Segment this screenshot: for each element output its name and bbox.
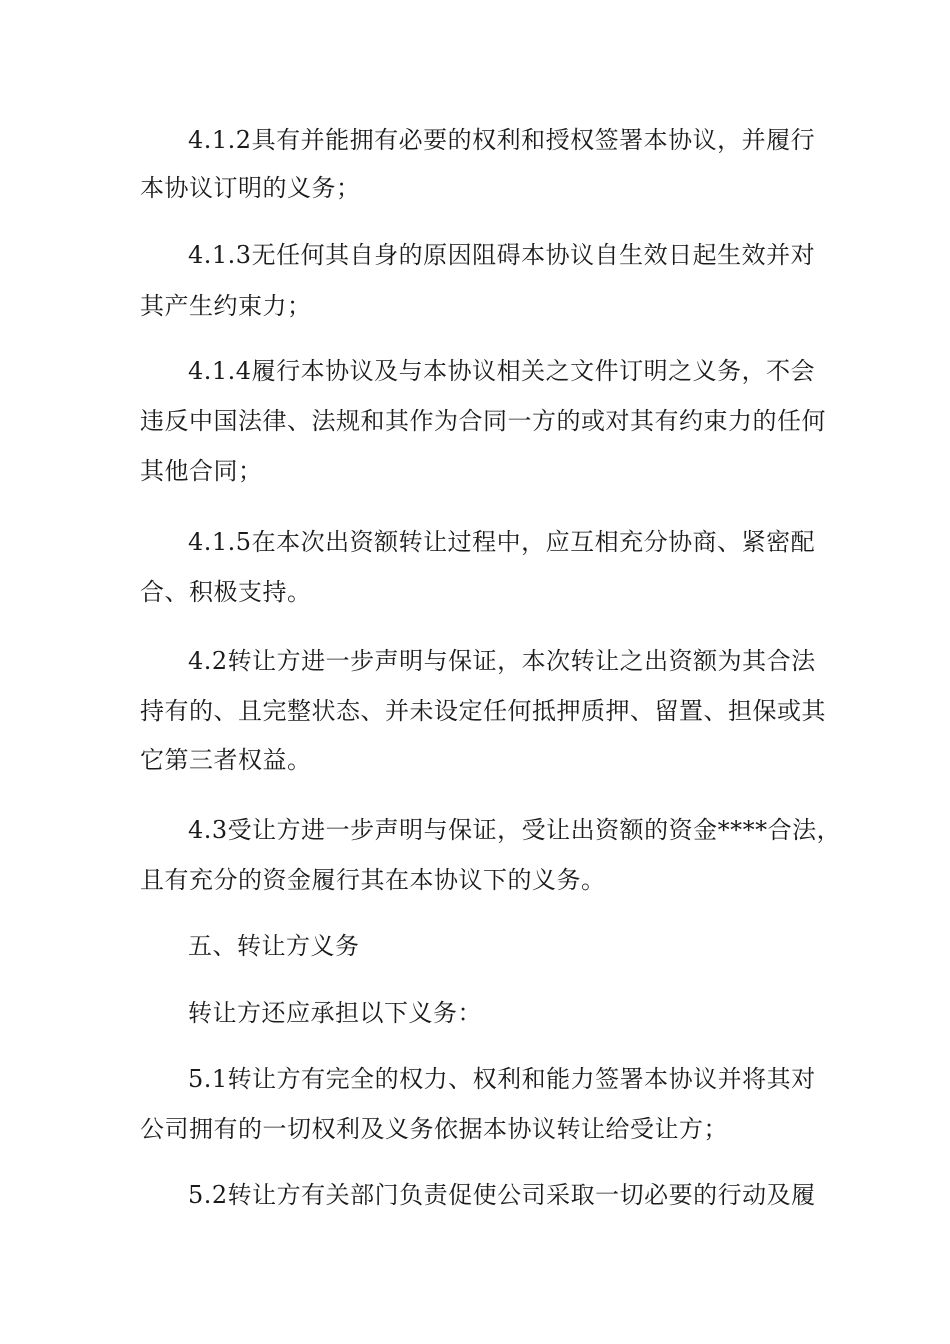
text-line: 公司拥有的一切权利及义务依据本协议转让给受让方； [140, 1115, 728, 1143]
text-line: 合、积极支持。 [140, 578, 312, 606]
text-line: 5.2转让方有关部门负责促使公司采取一切必要的行动及履 [188, 1181, 816, 1209]
text-line: 其他合同； [140, 457, 263, 485]
text-line: 其产生约束力； [140, 292, 312, 320]
text-line: 4.1.3无任何其自身的原因阻碍本协议自生效日起生效并对 [188, 241, 816, 269]
text-line: 5.1转让方有完全的权力、权利和能力签署本协议并将其对 [188, 1065, 816, 1093]
text-line: 4.1.4履行本协议及与本协议相关之文件订明之义务，不会 [188, 357, 816, 385]
section-title: 五、转让方义务 [188, 932, 360, 960]
text-line: 转让方还应承担以下义务： [188, 999, 482, 1027]
text-line: 4.2转让方进一步声明与保证，本次转让之出资额为其合法 [188, 647, 816, 675]
text-line: 4.3受让方进一步声明与保证，受让出资额的资金****合法， [188, 816, 842, 844]
text-line: 持有的、且完整状态、并未设定任何抵押质押、留置、担保或其 [140, 697, 826, 725]
text-line: 4.1.2具有并能拥有必要的权利和授权签署本协议，并履行 [188, 126, 816, 154]
text-line: 本协议订明的义务； [140, 174, 361, 202]
text-line: 4.1.5在本次出资额转让过程中，应互相充分协商、紧密配 [188, 528, 816, 556]
text-line: 它第三者权益。 [140, 746, 312, 774]
text-line: 违反中国法律、法规和其作为合同一方的或对其有约束力的任何 [140, 407, 826, 435]
text-line: 且有充分的资金履行其在本协议下的义务。 [140, 866, 606, 894]
